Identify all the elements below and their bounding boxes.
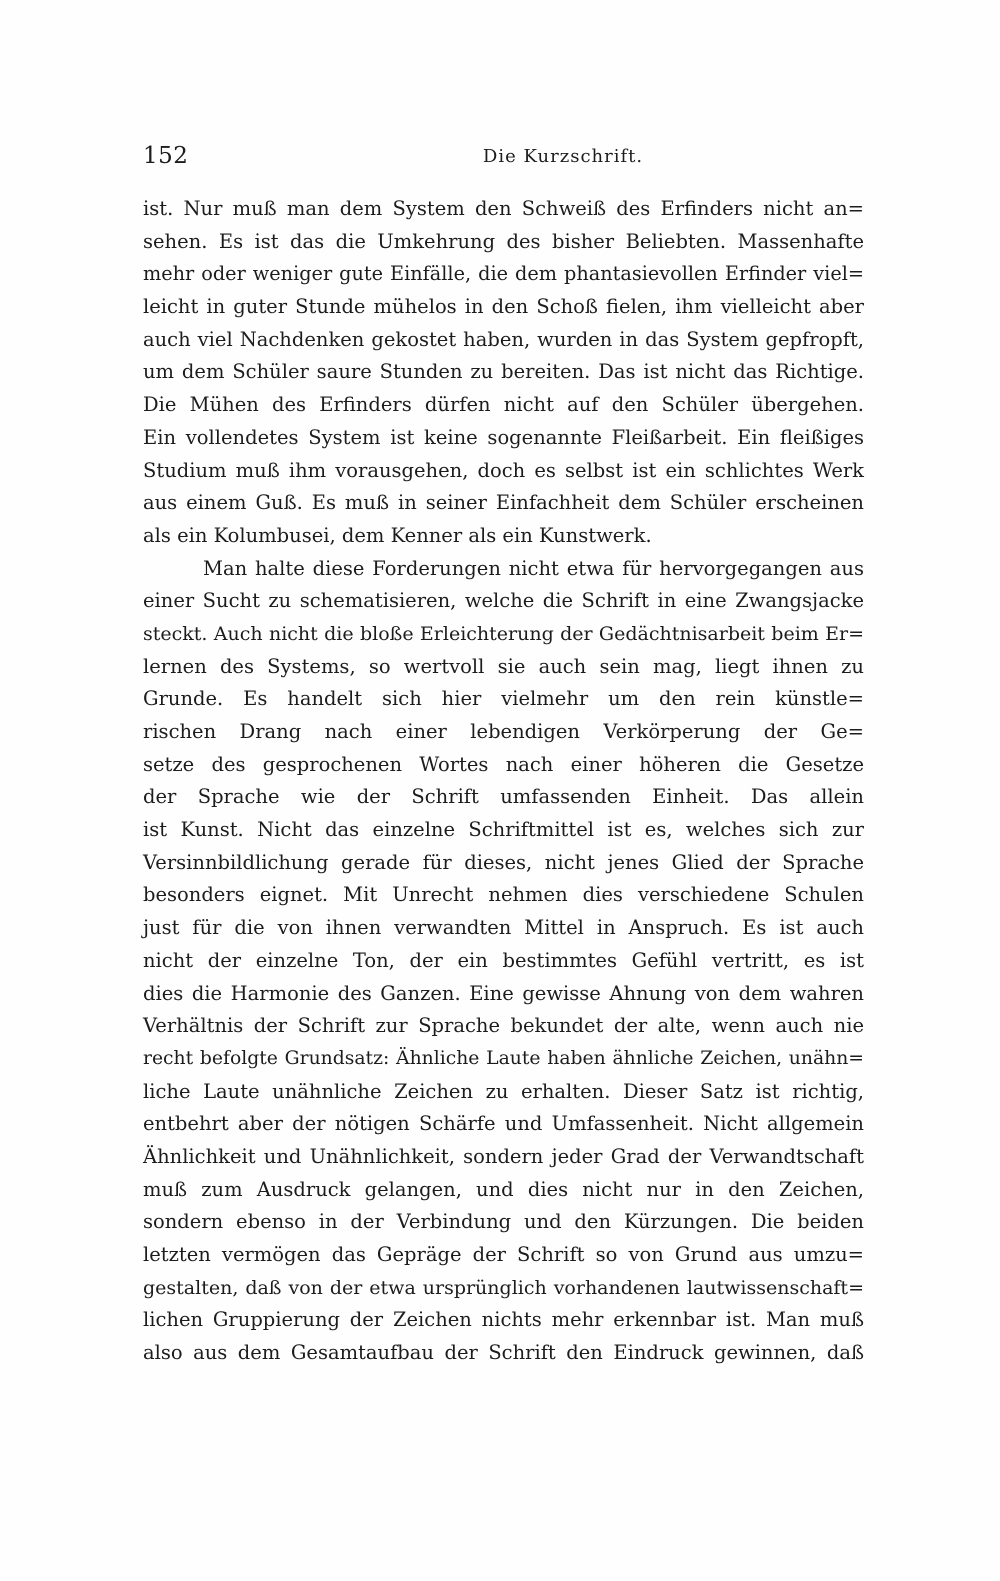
body-text	[143, 193, 864, 1370]
running-head: Die Kurzschrift.	[482, 146, 644, 167]
text-line: entbehrt aber der nötigen Schärfe und Umfassenheit. Nicht allgemein	[143, 1112, 864, 1136]
text-line: setze des gesprochenen Wortes nach einer höheren die Gesetze	[143, 752, 864, 776]
text-line: Ähnlichkeit und Unähnlichkeit, sondern jeder Grad der Verwandtschaft	[143, 1144, 864, 1168]
page-number: 152	[143, 143, 189, 169]
text-line: um dem Schüler saure Stunden zu bereiten. Das ist nicht das Richtige.	[143, 360, 864, 384]
text-line: Verhältnis der Schrift zur Sprache bekundet der alte, wenn auch nie	[143, 1014, 864, 1038]
text-line: besonders eignet. Mit Unrecht nehmen dies verschiedene Schulen	[143, 883, 864, 907]
text-line: einer Sucht zu schematisieren, welche die Schrift in eine Zwangsjacke	[143, 589, 864, 613]
text-line: Grunde. Es handelt sich hier vielmehr um den rein künstle=	[143, 687, 864, 711]
text-line: Man halte diese Forderungen nicht etwa für hervorgegangen aus	[203, 556, 864, 580]
text-line: also aus dem Gesamtaufbau der Schrift den Eindruck gewinnen, daß	[143, 1341, 864, 1365]
text-line: lichen Gruppierung der Zeichen nichts mehr erkennbar ist. Man muß	[143, 1308, 864, 1332]
text-line: Die Mühen des Erfinders dürfen nicht auf den Schüler übergehen.	[143, 393, 864, 417]
text-line: sehen. Es ist das die Umkehrung des bisher Beliebten. Massenhafte	[143, 229, 864, 253]
text-line: lernen des Systems, so wertvoll sie auch sein mag, liegt ihnen zu	[143, 654, 864, 678]
page-header	[143, 143, 864, 179]
text-line: muß zum Ausdruck gelangen, und dies nicht nur in den Zeichen,	[143, 1177, 864, 1201]
text-line: aus einem Guß. Es muß in seiner Einfachheit dem Schüler erscheinen	[143, 491, 864, 515]
text-line: Ein vollendetes System ist keine sogenannte Fleißarbeit. Ein fleißiges	[143, 425, 864, 449]
text-line: recht befolgte Grundsatz: Ähnliche Laute haben ähnliche Zeichen, unähn=	[143, 1047, 864, 1069]
text-line: nicht der einzelne Ton, der ein bestimmtes Gefühl vertritt, es ist	[143, 948, 864, 972]
text-line: der Sprache wie der Schrift umfassenden Einheit. Das allein	[143, 785, 864, 809]
paragraph-2	[143, 553, 864, 1370]
text-line: als ein Kolumbusei, dem Kenner als ein Kunstwerk.	[143, 523, 652, 547]
text-line: just für die von ihnen verwandten Mittel in Anspruch. Es ist auch	[143, 916, 864, 940]
text-line: letzten vermögen das Gepräge der Schrift so von Grund aus umzu=	[143, 1243, 864, 1266]
text-line: Studium muß ihm vorausgehen, doch es selbst ist ein schlichtes Werk	[143, 458, 864, 482]
text-line: sondern ebenso in der Verbindung und den Kürzungen. Die beiden	[143, 1210, 864, 1234]
text-line: dies die Harmonie des Ganzen. Eine gewisse Ahnung von dem wahren	[143, 981, 864, 1005]
text-line: liche Laute unähnliche Zeichen zu erhalten. Dieser Satz ist richtig,	[143, 1079, 864, 1103]
text-line: leicht in guter Stunde mühelos in den Schoß fielen, ihm vielleicht aber	[143, 295, 864, 319]
paragraph-1	[143, 193, 864, 553]
text-line: ist. Nur muß man dem System den Schweiß des Erfinders nicht an=	[143, 197, 864, 220]
text-line: steckt. Auch nicht die bloße Erleichterung der Gedächtnisarbeit beim Er=	[143, 622, 864, 645]
text-line: mehr oder weniger gute Einfälle, die dem phantasievollen Erfinder viel=	[143, 262, 864, 286]
text-line: auch viel Nachdenken gekostet haben, wurden in das System gepfropft,	[143, 327, 864, 351]
text-line: gestalten, daß von der etwa ursprünglich vorhandenen lautwissenschaft=	[143, 1276, 864, 1299]
text-line: ist Kunst. Nicht das einzelne Schriftmittel ist es, welches sich zur	[143, 818, 864, 842]
text-line: Versinnbildlichung gerade für dieses, nicht jenes Glied der Sprache	[143, 850, 864, 874]
text-line: rischen Drang nach einer lebendigen Verkörperung der Ge=	[143, 720, 864, 743]
